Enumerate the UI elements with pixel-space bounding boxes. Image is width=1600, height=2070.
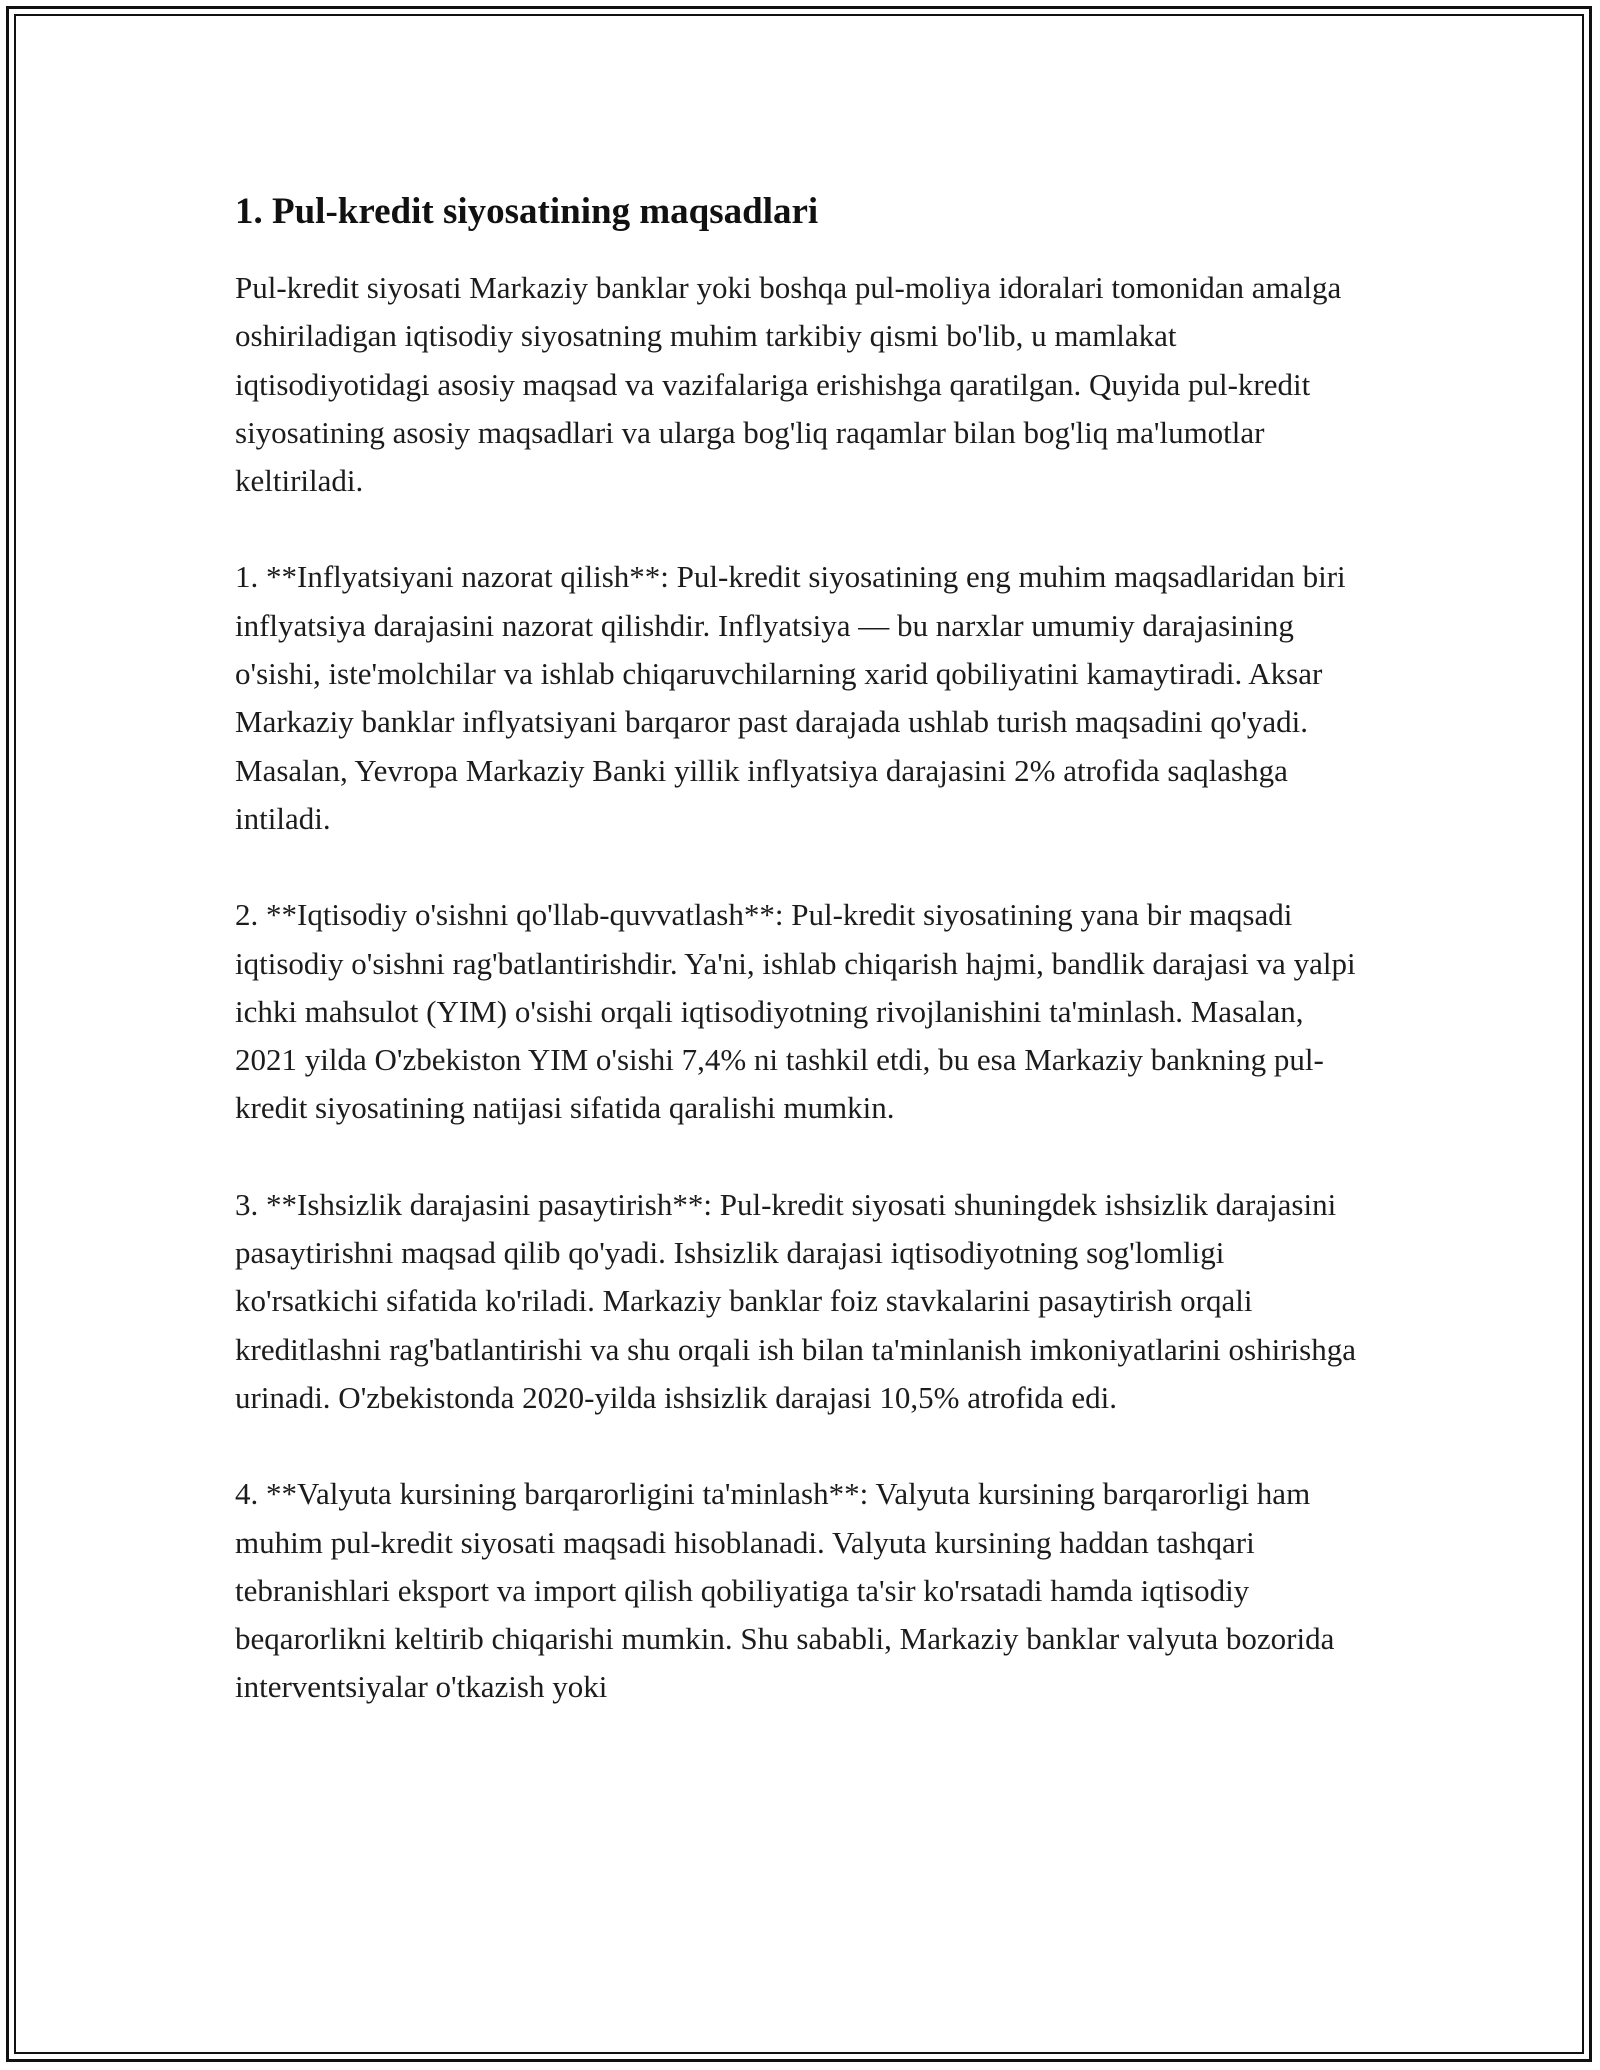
document-body: [235, 188, 1370, 1760]
section-heading: 1. Pul-kredit siyosatining maqsadlari: [235, 191, 819, 232]
goal-growth-paragraph: 2. **Iqtisodiy o'sishni qo'llab-quvvatlash**: Pul-kredit siyosatining yana bir maqsadi iqtisodiy o'sishni rag'batlantirishdir. Ya'ni, ishlab chiqarish hajmi, bandlik darajasi va yalpi ichki mahsulot (YIM) o'sishi orqali iqtisodiyotning rivojlanishini ta'minlash. Masalan, 2021 yilda O'zbekiston YIM o'sishi 7,4% ni tashkil etdi, bu esa Markaziy bankning pul-kredit siyosatining natijasi sifatida qaralishi mumkin.: [235, 897, 1356, 1126]
goal-exchange-rate-paragraph: 4. **Valyuta kursining barqarorligini ta'minlash**: Valyuta kursining barqarorligi ham muhim pul-kredit siyosati maqsadi hisoblanadi. Valyuta kursining haddan tashqari tebranishlari eksport va import qilish qobiliyatiga ta'sir ko'rsatadi hamda iqtisodiy beqarorlikni keltirib chiqarishi mumkin. Shu sababli, Markaziy banklar valyuta bozorida interventsiyalar o'tkazish yoki: [235, 1476, 1335, 1705]
goal-inflation-paragraph: 1. **Inflyatsiyani nazorat qilish**: Pul-kredit siyosatining eng muhim maqsadlaridan biri inflyatsiya darajasini nazorat qilishdir. Inflyatsiya — bu narxlar umumiy darajasining o'sishi, iste'molchilar va ishlab chiqaruvchilarning xarid qobiliyatini kamaytiradi. Aksar Markaziy banklar inflyatsiyani barqaror past darajada ushlab turish maqsadini qo'yadi. Masalan, Yevropa Markaziy Banki yillik inflyatsiya darajasini 2% atrofida saqlashga intiladi.: [235, 559, 1346, 836]
goal-unemployment-paragraph: 3. **Ishsizlik darajasini pasaytirish**: Pul-kredit siyosati shuningdek ishsizlik darajasini pasaytirishni maqsad qilib qo'yadi. Ishsizlik darajasi iqtisodiyotning sog'lomligi ko'rsatkichi sifatida ko'riladi. Markaziy banklar foiz stavkalarini pasaytirish orqali kreditlashni rag'batlantirishi va shu orqali ish bilan ta'minlanish imkoniyatlarini oshirishga urinadi. O'zbekistonda 2020-yilda ishsizlik darajasi 10,5% atrofida edi.: [235, 1186, 1356, 1415]
intro-paragraph: Pul-kredit siyosati Markaziy banklar yoki boshqa pul-moliya idoralari tomonidan amalga oshiriladigan iqtisodiy siyosatning muhim tarkibiy qismi bo'lib, u mamlakat iqtisodiyotidagi asosiy maqsad va vazifalariga erishishga qaratilgan. Quyida pul-kredit siyosatining asosiy maqsadlari va ularga bog'liq raqamlar bilan bog'liq ma'lumotlar keltiriladi.: [235, 270, 1342, 499]
